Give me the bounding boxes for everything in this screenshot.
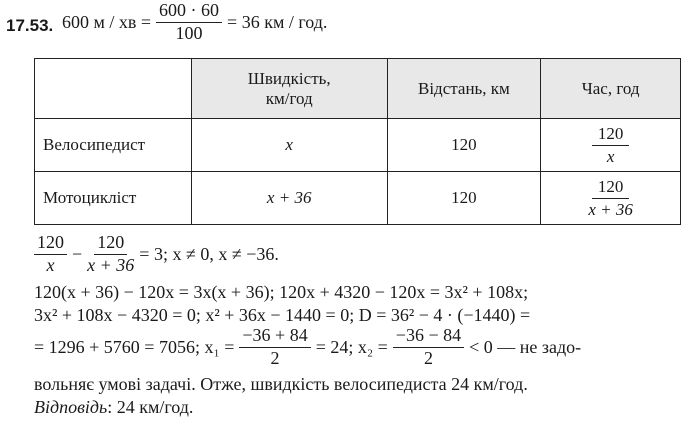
- row-label: Велосипедист: [35, 119, 192, 172]
- fraction-numerator: 120: [592, 177, 630, 199]
- fraction-denominator: x + 36: [588, 199, 633, 219]
- distance-cell: 120: [387, 119, 541, 172]
- conclusion-line: вольняє умові задачі. Отже, швидкість велосипедиста 24 км/год.: [34, 374, 528, 394]
- fraction-numerator: −36 − 84: [393, 326, 464, 348]
- solution-line: 120(x + 36) − 120x = 3x(x + 36); 120x + 4320 − 120x = 3x² + 108x;: [34, 282, 529, 302]
- answer-text: : 24 км/год.: [107, 397, 194, 417]
- fraction-numerator: 600 · 60: [156, 1, 222, 23]
- fraction-denominator: 100: [175, 22, 203, 43]
- fraction-denominator: 2: [270, 347, 280, 368]
- row-label: Мотоцикліст: [35, 172, 192, 225]
- equation-line: [34, 231, 279, 277]
- fraction-denominator: 2: [423, 347, 433, 368]
- conversion-fraction: [156, 1, 222, 44]
- equation-fraction: [34, 233, 67, 276]
- answer-label: Відповідь: [34, 397, 108, 417]
- header-speed: [191, 59, 387, 119]
- conversion-end: = 36 км / год.: [227, 11, 328, 32]
- roots-middle: = 24; x₂ =: [315, 336, 388, 357]
- time-cell: [541, 119, 681, 172]
- root1-fraction: [239, 326, 310, 369]
- table-header-row: [35, 59, 681, 119]
- speed-cell: x + 36: [191, 172, 387, 225]
- fraction-numerator: −36 + 84: [239, 326, 310, 348]
- fraction-numerator: 120: [34, 233, 67, 255]
- unit-conversion-line: [62, 0, 327, 44]
- answer-line: [34, 397, 193, 418]
- minus-sign: −: [72, 243, 83, 264]
- header-speed-line2: км/год: [265, 88, 313, 108]
- conversion-start: 600 м / хв =: [62, 11, 152, 32]
- equation-end: = 3; x ≠ 0, x ≠ −36.: [139, 243, 279, 264]
- distance-cell: 120: [387, 172, 541, 225]
- table-row: [35, 119, 681, 172]
- roots-line: [34, 324, 581, 370]
- roots-end: < 0 — не задо-: [469, 336, 582, 357]
- root2-fraction: [393, 326, 464, 369]
- time-fraction: [588, 177, 633, 219]
- solution-line: 3x² + 108x − 4320 = 0; x² + 36x − 1440 = 0; D = 36² − 4 · (−1440) =: [34, 305, 531, 325]
- fraction-denominator: x + 36: [87, 254, 135, 275]
- header-empty-cell: [35, 59, 192, 119]
- fraction-numerator: 120: [94, 233, 127, 255]
- equation-fraction: [87, 233, 134, 276]
- table-row: [35, 172, 681, 225]
- problem-number: 17.53.: [6, 16, 54, 35]
- data-table: [34, 58, 681, 225]
- header-time: Час, год: [541, 59, 681, 119]
- speed-cell: x: [191, 119, 387, 172]
- time-cell: [541, 172, 681, 225]
- fraction-numerator: 120: [592, 124, 630, 146]
- time-fraction: [592, 124, 630, 166]
- roots-start: = 1296 + 5760 = 7056; x₁ =: [34, 336, 235, 357]
- fraction-denominator: x: [46, 254, 55, 275]
- header-distance: Відстань, км: [387, 59, 541, 119]
- header-speed-line1: Швидкість,: [247, 68, 331, 88]
- fraction-denominator: x: [606, 146, 615, 166]
